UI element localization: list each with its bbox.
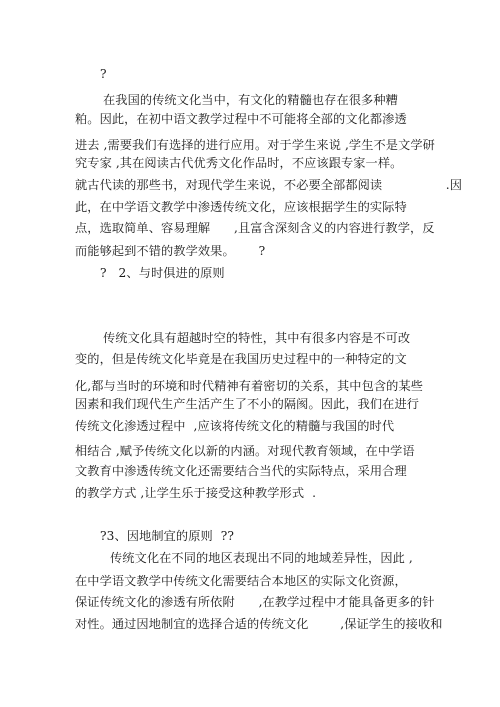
text-line: 究专家 ,其在阅读古代优秀文化作品时，不应该跟专家一样。 — [75, 156, 403, 170]
text-line: 文教育中渗透传统文化还需要结合当代的实际特点，采用合理 — [75, 464, 407, 478]
text-line: 因素和我们现代生产生活产生了不小的隔阂。因此，我们在进行 — [75, 397, 420, 411]
text-line: 点，选取简单、容易理解 ,且富含深刻含义的内容进行教学，反 — [75, 221, 435, 235]
text-line: 就古代读的那些书，对现代学生来说，不必要全部都阅读 .因 — [75, 178, 463, 192]
text-line: 保证传统文化的渗透有所依附 ,在教学过程中才能具备更多的针 — [75, 595, 435, 609]
text-line: 变的，但是传统文化毕竟是在我国历史过程中的一种特定的文 — [75, 352, 407, 366]
text-line: 进去 ,需要我们有选择的进行应用。对于学生来说 ,学生不是文学研 — [75, 138, 435, 152]
text-line: 此，在中学语文教学中渗透传统文化，应该根据学生的实际特 — [75, 200, 407, 214]
text-line: 在中学语文教学中传统文化需要结合本地区的实际文化资源， — [75, 574, 407, 588]
text-line: 对性。通过因地制宜的选择合适的传统文化 ,保证学生的接收和 — [75, 617, 443, 631]
text-line: 相结合 ,赋予传统文化以新的内涵。对现代教育领域，在中学语 — [75, 444, 415, 458]
text-line: 传统文化渗透过程中 ,应该将传统文化的精髓与我国的时代 — [75, 419, 395, 433]
text-line: 化,都与当时的环境和时代精神有着密切的关系，其中包含的某些 — [75, 379, 424, 393]
text-line: 而能够起到不错的教学效果。 ? — [75, 244, 266, 258]
section-heading: ?3、因地制宜的原则 ?? — [100, 529, 235, 543]
text-line: 传统文化具有超越时空的特性，其中有很多内容是不可改 — [103, 331, 411, 345]
text-line: 粕。因此，在初中语文教学过程中不可能将全部的文化都渗透 — [75, 112, 407, 126]
section-heading: ? 2、与时俱进的原则 — [100, 266, 225, 280]
text-line: ? — [100, 67, 107, 81]
text-line: 的教学方式 ,让学生乐于接受这种教学形式 . — [75, 486, 317, 500]
text-line: 传统文化在不同的地区表现出不同的地域差异性，因此 , — [110, 551, 413, 565]
text-line: 在我国的传统文化当中，有文化的精髓也存在很多种糟 — [103, 93, 398, 107]
